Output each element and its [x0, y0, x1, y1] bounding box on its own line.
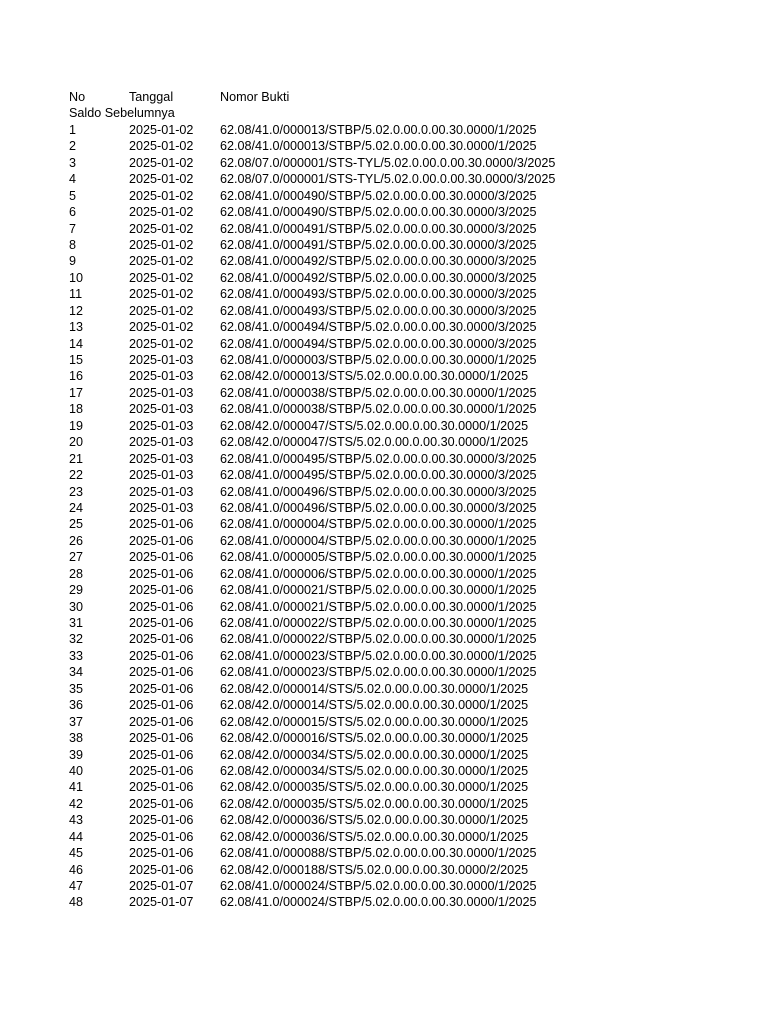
cell-nomor-bukti: 62.08/41.0/000492/STBP/5.02.0.00.0.00.30.0000/3/2025 [220, 254, 537, 269]
cell-tanggal: 2025-01-06 [129, 763, 194, 778]
cell-no: 35 [69, 681, 84, 696]
cell-no: 48 [69, 895, 84, 910]
cell-tanggal: 2025-01-03 [129, 353, 194, 367]
table-row [69, 582, 620, 598]
cell-tanggal: 2025-01-06 [129, 665, 194, 680]
cell-no: 27 [69, 550, 84, 565]
cell-tanggal: 2025-01-02 [129, 155, 194, 170]
cell-tanggal: 2025-01-03 [129, 369, 194, 384]
cell-tanggal: 2025-01-06 [129, 780, 194, 795]
cell-nomor-bukti: 62.08/07.0/000001/STS-TYL/5.02.0.00.0.00.30.0000/3/2025 [220, 155, 556, 170]
cell-nomor-bukti: 62.08/42.0/000188/STS/5.02.0.00.0.00.30.0000/2/2025 [220, 862, 529, 877]
cell-no: 16 [69, 369, 84, 384]
cell-nomor-bukti: 62.08/07.0/000001/STS-TYL/5.02.0.00.0.00.30.0000/3/2025 [220, 172, 556, 187]
cell-tanggal: 2025-01-02 [129, 172, 194, 187]
cell-nomor-bukti: 62.08/41.0/000022/STBP/5.02.0.00.0.00.30.0000/1/2025 [220, 616, 537, 630]
cell-no: 6 [69, 205, 77, 220]
table-row [69, 829, 620, 845]
table-row [69, 664, 620, 680]
table-row [69, 237, 620, 253]
cell-no: 39 [69, 747, 84, 762]
cell-nomor-bukti: 62.08/41.0/000023/STBP/5.02.0.00.0.00.30.0000/1/2025 [220, 665, 537, 680]
cell-no: 17 [69, 385, 84, 400]
table-row [69, 336, 620, 352]
cell-tanggal: 2025-01-03 [129, 402, 194, 417]
cell-no: 8 [69, 237, 77, 252]
cell-tanggal: 2025-01-06 [129, 632, 194, 647]
table-row [69, 484, 620, 500]
table-row [69, 286, 620, 302]
cell-tanggal: 2025-01-06 [129, 846, 194, 861]
table-row [69, 862, 620, 878]
table-row [69, 467, 620, 483]
cell-no: 14 [69, 336, 84, 351]
table-row [69, 270, 620, 286]
table-row [69, 385, 620, 401]
cell-tanggal: 2025-01-06 [129, 681, 194, 696]
cell-nomor-bukti: 62.08/41.0/000495/STBP/5.02.0.00.0.00.30.0000/3/2025 [220, 451, 537, 466]
cell-no: 42 [69, 796, 84, 811]
cell-tanggal: 2025-01-03 [129, 451, 194, 466]
cell-tanggal: 2025-01-02 [129, 237, 194, 252]
cell-tanggal: 2025-01-06 [129, 698, 194, 713]
cell-no: 28 [69, 566, 84, 581]
cell-tanggal: 2025-01-06 [129, 813, 194, 828]
table-row [69, 401, 620, 417]
cell-nomor-bukti: 62.08/42.0/000015/STS/5.02.0.00.0.00.30.0000/1/2025 [220, 714, 529, 729]
cell-nomor-bukti: 62.08/41.0/000013/STBP/5.02.0.00.0.00.30.0000/1/2025 [220, 122, 537, 137]
cell-tanggal: 2025-01-06 [129, 550, 194, 565]
cell-no: 36 [69, 698, 84, 713]
cell-no: 22 [69, 468, 84, 483]
cell-nomor-bukti: 62.08/41.0/000003/STBP/5.02.0.00.0.00.30.0000/1/2025 [220, 353, 537, 367]
cell-tanggal: 2025-01-06 [129, 616, 194, 630]
cell-nomor-bukti: 62.08/41.0/000493/STBP/5.02.0.00.0.00.30.0000/3/2025 [220, 287, 537, 302]
table-row [69, 188, 620, 204]
table-row [69, 171, 620, 187]
table-row [69, 796, 620, 812]
cell-nomor-bukti: 62.08/41.0/000004/STBP/5.02.0.00.0.00.30.0000/1/2025 [220, 517, 537, 532]
cell-no: 47 [69, 879, 84, 893]
cell-tanggal: 2025-01-06 [129, 648, 194, 663]
cell-nomor-bukti: 62.08/41.0/000021/STBP/5.02.0.00.0.00.30.0000/1/2025 [220, 583, 537, 598]
cell-nomor-bukti: 62.08/42.0/000014/STS/5.02.0.00.0.00.30.0000/1/2025 [220, 681, 529, 696]
cell-no: 32 [69, 632, 84, 647]
cell-no: 1 [69, 122, 77, 137]
cell-no: 9 [69, 254, 77, 269]
table-row [69, 122, 620, 138]
cell-nomor-bukti: 62.08/42.0/000047/STS/5.02.0.00.0.00.30.0000/1/2025 [220, 435, 529, 450]
cell-tanggal: 2025-01-06 [129, 583, 194, 598]
cell-tanggal: 2025-01-02 [129, 205, 194, 220]
cell-nomor-bukti: 62.08/42.0/000013/STS/5.02.0.00.0.00.30.0000/1/2025 [220, 369, 529, 384]
cell-no: 13 [69, 320, 84, 335]
table-row [69, 352, 620, 368]
cell-nomor-bukti: 62.08/41.0/000038/STBP/5.02.0.00.0.00.30.0000/1/2025 [220, 385, 537, 400]
cell-no: 38 [69, 731, 84, 746]
cell-nomor-bukti: 62.08/41.0/000494/STBP/5.02.0.00.0.00.30.0000/3/2025 [220, 336, 537, 351]
cell-tanggal: 2025-01-02 [129, 254, 194, 269]
cell-nomor-bukti: 62.08/41.0/000494/STBP/5.02.0.00.0.00.30.0000/3/2025 [220, 320, 537, 335]
cell-nomor-bukti: 62.08/41.0/000024/STBP/5.02.0.00.0.00.30.0000/1/2025 [220, 895, 537, 910]
cell-tanggal: 2025-01-03 [129, 385, 194, 400]
cell-nomor-bukti: 62.08/42.0/000035/STS/5.02.0.00.0.00.30.0000/1/2025 [220, 796, 529, 811]
cell-no: 2 [69, 139, 77, 154]
cell-tanggal: 2025-01-03 [129, 484, 194, 499]
cell-nomor-bukti: 62.08/42.0/000036/STS/5.02.0.00.0.00.30.0000/1/2025 [220, 813, 529, 828]
cell-nomor-bukti: 62.08/41.0/000490/STBP/5.02.0.00.0.00.30.0000/3/2025 [220, 205, 537, 220]
table-row [69, 500, 620, 516]
cell-nomor-bukti: 62.08/42.0/000016/STS/5.02.0.00.0.00.30.0000/1/2025 [220, 731, 529, 746]
cell-nomor-bukti: 62.08/41.0/000024/STBP/5.02.0.00.0.00.30.0000/1/2025 [220, 879, 537, 893]
cell-tanggal: 2025-01-02 [129, 303, 194, 318]
cell-tanggal: 2025-01-02 [129, 320, 194, 335]
cell-nomor-bukti: 62.08/42.0/000035/STS/5.02.0.00.0.00.30.0000/1/2025 [220, 780, 529, 795]
cell-nomor-bukti: 62.08/41.0/000021/STBP/5.02.0.00.0.00.30.0000/1/2025 [220, 599, 537, 614]
cell-no: 20 [69, 435, 84, 450]
cell-no: 18 [69, 402, 84, 417]
table-row [69, 763, 620, 779]
cell-no: 45 [69, 846, 84, 861]
table-row [69, 516, 620, 532]
cell-tanggal: 2025-01-02 [129, 188, 194, 203]
cell-tanggal: 2025-01-06 [129, 796, 194, 811]
cell-no: 12 [69, 303, 84, 318]
cell-nomor-bukti: 62.08/41.0/000491/STBP/5.02.0.00.0.00.30.0000/3/2025 [220, 237, 537, 252]
cell-no: 7 [69, 221, 77, 236]
cell-nomor-bukti: 62.08/41.0/000006/STBP/5.02.0.00.0.00.30.0000/1/2025 [220, 566, 537, 581]
cell-tanggal: 2025-01-03 [129, 435, 194, 450]
table-row [69, 549, 620, 565]
cell-nomor-bukti: 62.08/42.0/000034/STS/5.02.0.00.0.00.30.0000/1/2025 [220, 747, 529, 762]
table-body [69, 122, 620, 911]
cell-no: 21 [69, 451, 84, 466]
cell-tanggal: 2025-01-06 [129, 566, 194, 581]
cell-tanggal: 2025-01-02 [129, 270, 194, 285]
cell-nomor-bukti: 62.08/41.0/000491/STBP/5.02.0.00.0.00.30.0000/3/2025 [220, 221, 537, 236]
cell-no: 34 [69, 665, 84, 680]
table-row [69, 566, 620, 582]
cell-nomor-bukti: 62.08/41.0/000038/STBP/5.02.0.00.0.00.30.0000/1/2025 [220, 402, 537, 417]
cell-tanggal: 2025-01-02 [129, 336, 194, 351]
table-row [69, 779, 620, 795]
table-row [69, 599, 620, 615]
table-row [69, 845, 620, 861]
cell-tanggal: 2025-01-06 [129, 599, 194, 614]
table-row [69, 155, 620, 171]
table-row [69, 303, 620, 319]
cell-no: 24 [69, 500, 84, 515]
cell-no: 10 [69, 270, 84, 285]
table-row [69, 253, 620, 269]
cell-tanggal: 2025-01-02 [129, 287, 194, 302]
cell-nomor-bukti: 62.08/41.0/000022/STBP/5.02.0.00.0.00.30.0000/1/2025 [220, 632, 537, 647]
cell-no: 44 [69, 829, 84, 844]
table-row [69, 319, 620, 335]
cell-no: 26 [69, 533, 84, 548]
cell-no: 5 [69, 188, 77, 203]
cell-nomor-bukti: 62.08/41.0/000013/STBP/5.02.0.00.0.00.30.0000/1/2025 [220, 139, 537, 154]
cell-tanggal: 2025-01-06 [129, 533, 194, 548]
table-row [69, 648, 620, 664]
cell-no: 43 [69, 813, 84, 828]
cell-no: 3 [69, 155, 77, 170]
header-no: No [69, 90, 86, 104]
cell-no: 19 [69, 418, 84, 433]
cell-no: 37 [69, 714, 84, 729]
cell-nomor-bukti: 62.08/41.0/000496/STBP/5.02.0.00.0.00.30.0000/3/2025 [220, 500, 537, 515]
table-row [69, 451, 620, 467]
cell-nomor-bukti: 62.08/41.0/000088/STBP/5.02.0.00.0.00.30.0000/1/2025 [220, 846, 537, 861]
cell-no: 40 [69, 763, 84, 778]
table-row [69, 368, 620, 384]
cell-no: 30 [69, 599, 84, 614]
cell-no: 25 [69, 517, 84, 532]
cell-no: 4 [69, 172, 77, 187]
cell-tanggal: 2025-01-07 [129, 879, 194, 893]
cell-nomor-bukti: 62.08/41.0/000496/STBP/5.02.0.00.0.00.30.0000/3/2025 [220, 484, 537, 499]
table-row [69, 533, 620, 549]
cell-tanggal: 2025-01-02 [129, 122, 194, 137]
cell-no: 15 [69, 353, 84, 367]
table-row [69, 747, 620, 763]
cell-tanggal: 2025-01-06 [129, 714, 194, 729]
cell-nomor-bukti: 62.08/41.0/000490/STBP/5.02.0.00.0.00.30.0000/3/2025 [220, 188, 537, 203]
cell-nomor-bukti: 62.08/42.0/000034/STS/5.02.0.00.0.00.30.0000/1/2025 [220, 763, 529, 778]
table-row [69, 204, 620, 220]
cell-no: 23 [69, 484, 84, 499]
cell-no: 33 [69, 648, 84, 663]
table-row [69, 434, 620, 450]
cell-nomor-bukti: 62.08/41.0/000005/STBP/5.02.0.00.0.00.30.0000/1/2025 [220, 550, 537, 565]
header-row [69, 89, 620, 105]
table-row [69, 221, 620, 237]
cell-tanggal: 2025-01-06 [129, 731, 194, 746]
cell-nomor-bukti: 62.08/41.0/000493/STBP/5.02.0.00.0.00.30.0000/3/2025 [220, 303, 537, 318]
table-row [69, 697, 620, 713]
table-row [69, 714, 620, 730]
cell-tanggal: 2025-01-07 [129, 895, 194, 910]
cell-nomor-bukti: 62.08/42.0/000047/STS/5.02.0.00.0.00.30.0000/1/2025 [220, 418, 529, 433]
cell-tanggal: 2025-01-06 [129, 862, 194, 877]
cell-no: 31 [69, 616, 84, 630]
report-sheet [69, 89, 620, 911]
header-nomor-bukti: Nomor Bukti [220, 90, 290, 104]
saldo-sebelumnya-label: Saldo Sebelumnya [69, 106, 175, 121]
cell-tanggal: 2025-01-06 [129, 829, 194, 844]
cell-nomor-bukti: 62.08/41.0/000492/STBP/5.02.0.00.0.00.30.0000/3/2025 [220, 270, 537, 285]
cell-no: 46 [69, 862, 84, 877]
cell-tanggal: 2025-01-02 [129, 139, 194, 154]
cell-tanggal: 2025-01-03 [129, 500, 194, 515]
table-row [69, 631, 620, 647]
table-row [69, 681, 620, 697]
cell-nomor-bukti: 62.08/41.0/000495/STBP/5.02.0.00.0.00.30.0000/3/2025 [220, 468, 537, 483]
table-row [69, 138, 620, 154]
cell-tanggal: 2025-01-03 [129, 418, 194, 433]
table-row [69, 878, 620, 894]
table-row [69, 730, 620, 746]
table-row [69, 812, 620, 828]
cell-nomor-bukti: 62.08/41.0/000004/STBP/5.02.0.00.0.00.30.0000/1/2025 [220, 533, 537, 548]
cell-tanggal: 2025-01-03 [129, 468, 194, 483]
cell-no: 11 [69, 287, 83, 302]
table-row [69, 615, 620, 631]
cell-tanggal: 2025-01-02 [129, 221, 194, 236]
table-row [69, 418, 620, 434]
cell-nomor-bukti: 62.08/42.0/000014/STS/5.02.0.00.0.00.30.0000/1/2025 [220, 698, 529, 713]
cell-tanggal: 2025-01-06 [129, 747, 194, 762]
header-tanggal: Tanggal [129, 90, 174, 104]
cell-no: 41 [69, 780, 84, 795]
table-row [69, 894, 620, 910]
cell-no: 29 [69, 583, 84, 598]
cell-tanggal: 2025-01-06 [129, 517, 194, 532]
cell-nomor-bukti: 62.08/41.0/000023/STBP/5.02.0.00.0.00.30.0000/1/2025 [220, 648, 537, 663]
cell-nomor-bukti: 62.08/42.0/000036/STS/5.02.0.00.0.00.30.0000/1/2025 [220, 829, 529, 844]
